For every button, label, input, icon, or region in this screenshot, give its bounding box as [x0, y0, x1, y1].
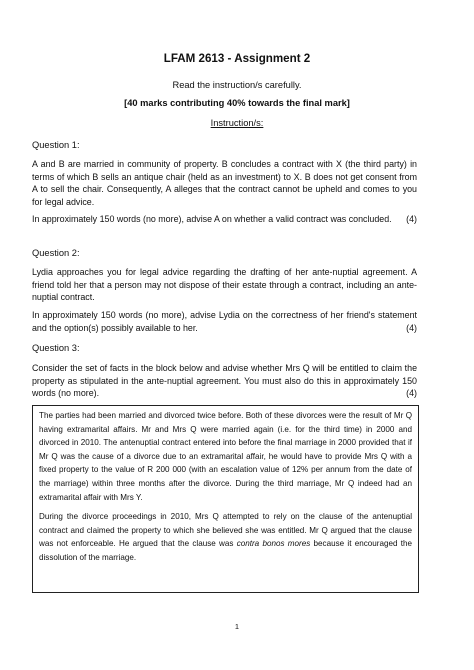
facts-box-p2-latin: contra bonos mores: [236, 539, 311, 549]
question-2-facts: Lydia approaches you for legal advice regarding the drafting of her ante-nuptial agreement. A friend told her that a person may not dispose of their estate through a contract, including an ante-nuptial contract.: [32, 267, 417, 303]
question-3-task-text: Consider the set of facts in the block below and advise whether Mrs Q will be entitled to claim the property as stipulated in the ante-nuptial agreement. You must also do this in approximately 150 words (no more).: [32, 363, 417, 399]
question-2-heading: Question 2:: [32, 248, 80, 258]
question-3-heading: Question 3:: [32, 343, 80, 353]
question-1-task: [32, 213, 417, 226]
question-2-task: [32, 309, 417, 334]
marks-line: [40 marks contributing 40% towards the final mark]: [124, 98, 350, 108]
facts-box-p2-start: During the divorce proceedings in 2010, Mrs Q attempted to rely on the clause of the antenuptial contract and claimed the property to which she believed she was entitled. Mr Q argued that the clause was not enforceable. He argued that the clause was: [39, 512, 412, 549]
facts-box: [32, 405, 419, 593]
facts-box-paragraph-2: [39, 510, 412, 564]
question-1-marks: (4): [406, 214, 417, 224]
question-3-marks: (4): [406, 388, 417, 399]
instructions-label: [0, 118, 474, 128]
instructions-label-text: Instruction/s:: [210, 118, 264, 128]
facts-box-paragraph-1: The parties had been married and divorced twice before. Both of these divorces were the result of Mr Q having extramarital affairs. Mr and Mrs Q were married again (i.e. for the third time) in 2000 and divorced in 2010. The antenuptial contract entered into before the final marriage in 2000 provided that if Mr Q was the cause of a divorce due to an extramarital affair, he would have to provide Mrs Q with a fixed property to the value of R 200 000 (with an escalation value of 12% per annum from the date of the marriage) within three months after the divorce. During the third marriage, Mr Q indeed had an extramarital affair with Mrs Y.: [39, 411, 412, 502]
question-1-task-text: In approximately 150 words (no more), advise A on whether a valid contract was concluded.: [32, 214, 392, 224]
question-1-heading: Question 1:: [32, 140, 80, 150]
page-number: 1: [234, 622, 240, 631]
question-3-task: [32, 362, 417, 400]
question-2-marks: (4): [406, 322, 417, 333]
question-1-facts: A and B are married in community of property. B concludes a contract with X (the third party) in terms of which B sells an antique chair (held as an investment) to X. B does not get consent from A to sell the chair. Consequently, A alleges that the contract cannot be upheld and comes to you for legal advice.: [32, 159, 417, 207]
page-title: LFAM 2613 - Assignment 2: [163, 52, 311, 65]
question-2-task-text: In approximately 150 words (no more), advise Lydia on the correctness of her friend's statement and the option(s) possibly available to her.: [32, 310, 417, 333]
facts-box-p2-end: because it encouraged the dissolution of the marriage.: [39, 539, 412, 562]
instruction-line: Read the instruction/s carefully.: [172, 80, 302, 90]
